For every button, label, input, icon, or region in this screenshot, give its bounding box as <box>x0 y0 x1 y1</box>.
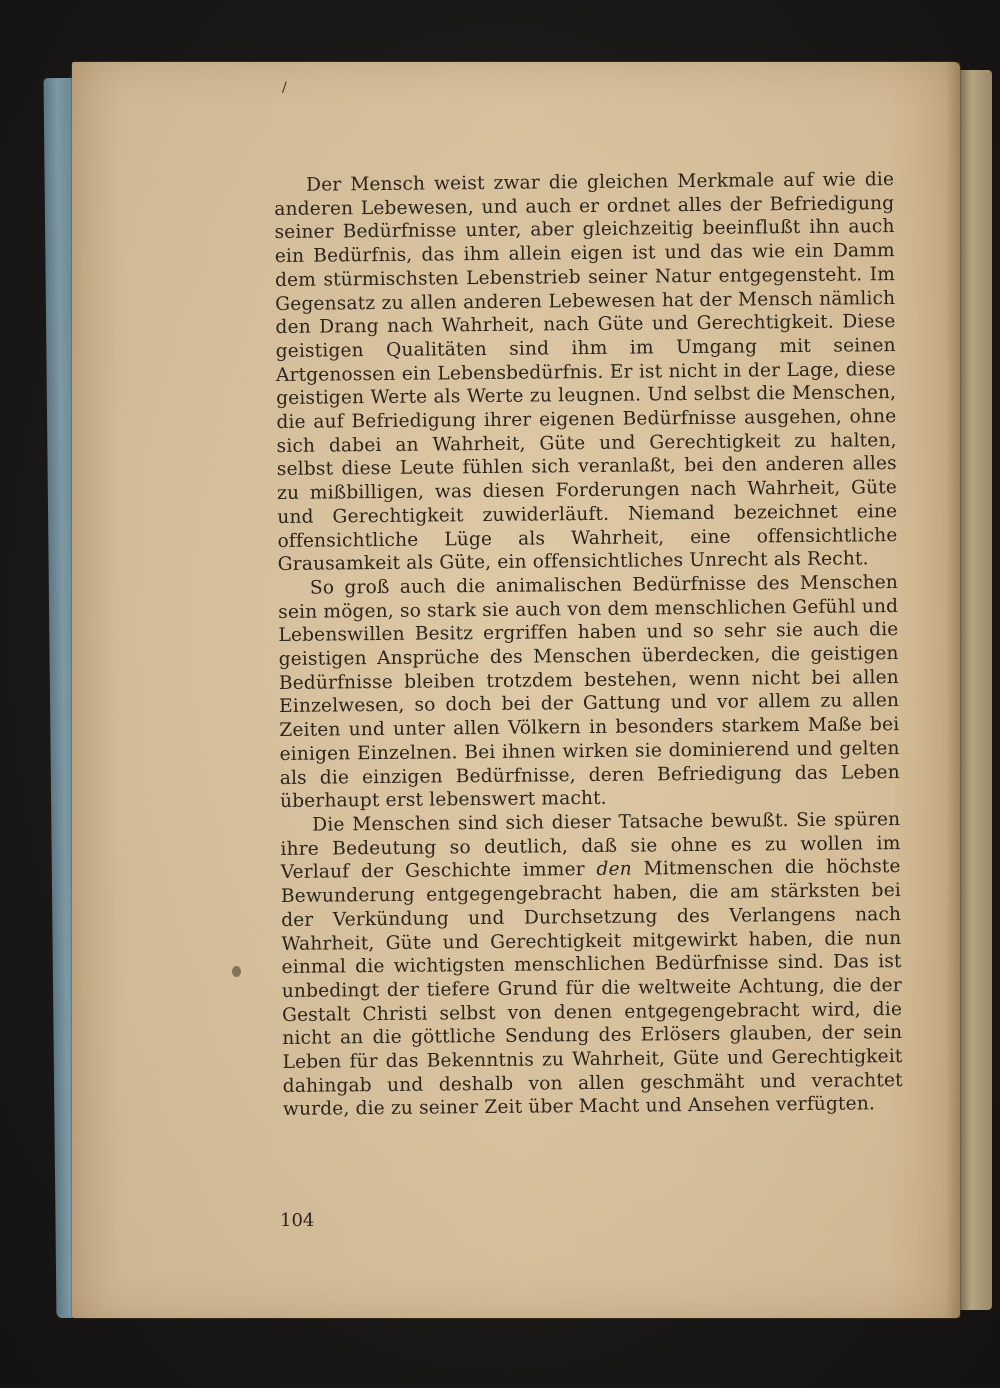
book-page <box>72 62 960 1318</box>
facing-page-edge <box>958 70 992 1310</box>
ink-stain <box>232 966 241 977</box>
paragraph-3: Die Menschen sind sich dieser Tatsache bewußt. Sie spüren ihre Bedeutung so deutlich, daß sie ohne es zu wollen im Verlauf der Geschichte immer den Mitmenschen die höchste Bewunderung entgegengebracht haben, die am stärksten bei der Verkündung und Durchsetzung des Verlangens nach Wahrheit, Güte und Gerechtigkeit mitgewirkt haben, die nun einmal die wichtigsten menschlichen Bedürfnisse sind. Das ist unbedingt der tiefere Grund für die weltweite Achtung, die der Gestalt Christi selbst von denen entgegengebracht wird, die nicht an die göttliche Sendung des Erlösers glauben, der sein Leben für das Bekenntnis zu Wahrheit, Güte und Gerechtigkeit dahingab und deshalb von allen geschmäht und verachtet wurde, die zu seiner Zeit über Macht und Ansehen verfügten. <box>280 809 903 1121</box>
paragraph-1: Der Mensch weist zwar die gleichen Merkmale auf wie die anderen Lebewesen, und auch er ordnet alles der Befriedigung seiner Bedürfnisse unter, aber gleichzeitig beeinflußt ihn auch ein Bedürfnis, das ihm allein eigen ist und das wie ein Damm dem stürmischsten Lebenstrieb seiner Natur entgegensteht. Im Gegensatz zu allen anderen Lebewesen hat der Mensch nämlich den Drang nach Wahrheit, nach Güte und Gerechtigkeit. Diese geistigen Qualitäten sind ihm im Umgang mit seinen Artgenossen ein Lebensbedürfnis. Er ist nicht in der Lage, diese geistigen Werte als Werte zu leugnen. Und selbst die Menschen, die auf Befriedigung ihrer eigenen Bedürfnisse ausgehen, ohne sich dabei an Wahrheit, Güte und Gerechtigkeit zu halten, selbst diese Leute fühlen sich veranlaßt, bei den anderen alles zu mißbilligen, was diesen Forderungen nach Wahrheit, Güte und Gerechtigkeit zuwiderläuft. Niemand bezeichnet eine offensichtliche Lüge als Wahrheit, eine offensichtliche Grausamkeit als Güte, ein offensichtliches Unrecht als Recht. <box>274 169 898 576</box>
body-text <box>274 168 903 1122</box>
page-gutter-shadow <box>946 62 960 1318</box>
stray-mark: / <box>282 80 287 96</box>
page-number: 104 <box>280 1210 315 1231</box>
emphasized-word: den <box>596 858 632 881</box>
paragraph-2: So groß auch die animalischen Bedürfnisse des Menschen sein mögen, so stark sie auch von dem menschlichen Gefühl und Lebenswillen Besitz ergriffen haben und so sehr sie auch die geistigen Ansprüche des Menschen überdecken, die geistigen Bedürfnisse bleiben trotzdem bestehen, wenn nicht bei allen Einzelwesen, so doch bei der Gattung und vor allem zu allen Zeiten und unter allen Völkern in besonders starkem Maße bei einigen Einzelnen. Bei ihnen wirken sie dominierend und gelten als die einzigen Bedürfnisse, deren Befriedigung das Leben überhaupt erst lebenswert macht. <box>278 571 900 813</box>
